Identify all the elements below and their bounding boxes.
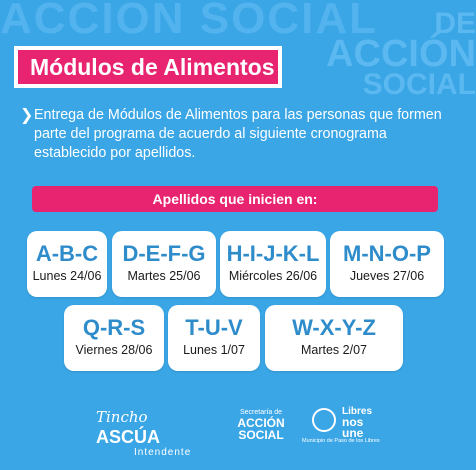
card-letters: Q-R-S — [82, 315, 146, 340]
footer — [0, 405, 470, 458]
accion-social-logo — [231, 408, 291, 441]
title-frame — [14, 46, 282, 88]
schedule-card — [112, 231, 216, 297]
card-letters: H-I-J-K-L — [226, 241, 320, 266]
watermark-right-2: ACCIÓN — [326, 33, 476, 75]
chevron-right-icon: ❯ — [20, 107, 34, 124]
schedule-card — [220, 231, 326, 297]
card-letters: W-X-Y-Z — [292, 315, 376, 340]
schedule-card — [265, 305, 403, 371]
description — [20, 106, 450, 163]
logo3-line3: Municipio de Paso de los Libres — [302, 438, 380, 444]
schedule-heading: Apellidos que inicien en: — [32, 186, 438, 212]
watermark-right-1: DE — [434, 7, 476, 40]
municipio-emblem-icon — [312, 408, 336, 432]
card-date: Viernes 28/06 — [75, 343, 153, 357]
card-letters: A-B-C — [35, 241, 99, 266]
schedule-card — [330, 231, 444, 297]
logo3-line2: nos une — [342, 415, 364, 440]
card-date: Martes 2/07 — [300, 343, 367, 357]
watermark-right — [316, 7, 476, 102]
watermark-left: ACCION SOCIAL — [0, 0, 378, 43]
card-date: Lunes 1/07 — [183, 343, 245, 357]
schedule-card — [168, 305, 260, 371]
card-date: Miércoles 26/06 — [228, 269, 318, 283]
logo3-line1: Libres — [342, 406, 373, 417]
card-date: Martes 25/06 — [127, 269, 201, 283]
card-date: Jueves 27/06 — [349, 269, 425, 283]
logo2-line2: ACCIÓN — [237, 416, 285, 430]
watermark-right-3: SOCIAL — [362, 68, 476, 102]
logo1-name: ASCÚA — [96, 427, 161, 447]
intendente-logo — [96, 408, 216, 458]
card-date: Lunes 24/06 — [32, 269, 102, 283]
schedule-card — [64, 305, 164, 371]
logo1-role: Intendente — [134, 447, 192, 458]
schedule-card — [27, 231, 107, 297]
card-letters: T-U-V — [185, 315, 243, 340]
logo2-line3: SOCIAL — [238, 428, 284, 442]
description-text: Entrega de Módulos de Alimentos para las personas que formen parte del programa de acuerdo al siguiente cronograma establecido por apellidos. — [34, 107, 442, 161]
logo2-line1: Secretaría de — [239, 409, 283, 416]
page-title: Módulos de Alimentos — [18, 50, 278, 84]
card-letters: M-N-O-P — [343, 241, 431, 266]
logo1-script: Tincho — [96, 408, 148, 426]
card-letters: D-E-F-G — [122, 241, 206, 266]
